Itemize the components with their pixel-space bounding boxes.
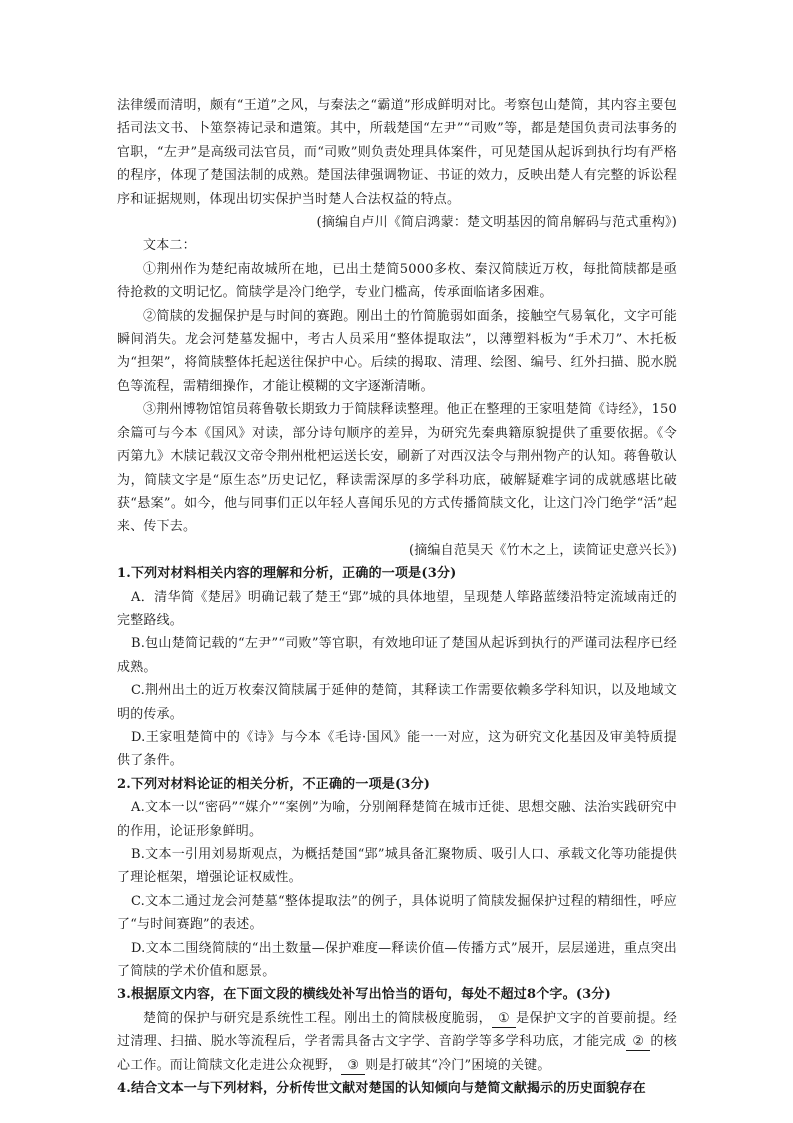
question-4-stem: 4.结合文本一与下列材料，分析传世文献对楚国的认知倾向与楚简文献揭示的历史面貌存在 — [117, 1081, 646, 1097]
text2-paragraph-1: ①荆州作为楚纪南故城所在地，已出土楚简5000多枚、秦汉简牍近万枚，每批简牍都是亟待抢救的文明记忆。简牍学是冷门绝学，专业门槛高，传承面临诸多困难。 — [117, 261, 677, 301]
blank-3: ③ — [341, 1058, 365, 1075]
source-citation-1: (摘编自卢川《简启鸿蒙：楚文明基因的简帛解码与范式重构》) — [316, 215, 677, 231]
question-3-stem: 3.根据原文内容，在下面文段的横线处补写出恰当的语句，每处不超过8个字。(3分) — [117, 987, 611, 1003]
passage-text-1: 楚简的保护与研究是系统性工程。刚出土的简牍极度脆弱， — [143, 1010, 493, 1026]
question-3-passage — [117, 1007, 677, 1077]
text2-paragraph-2: ②简牍的发掘保护是与时间的赛跑。刚出土的竹简脆弱如面条，接触空气易氧化，文字可能瞬间消失。龙会河楚墓发掘中，考古人员采用“整体提取法”，以薄塑料板为“手术刀”、木托板为“担架”，将简牍整体托起送往保护中心。后续的揭取、清理、绘图、编号、红外扫描、脱水脱色等流程，需精细操作，才能让模糊的文字逐渐清晰。 — [117, 308, 677, 394]
question-2-option-d: D.文本二围绕简牍的“出土数量—保护难度—释读价值—传播方式”展开，层层递进，重点突出了简牍的学术价值和愿景。 — [117, 940, 677, 980]
text1-tail-paragraph: 法律缓而清明，颇有“王道”之风，与秦法之“霸道”形成鲜明对比。考察包山楚简，其内容主要包括司法文书、卜筮祭祷记录和遣策。其中，所载楚国“左尹”“司败”等，都是楚国负责司法事务的官职，“左尹”是高级司法官员，而“司败”则负责处理具体案件，可见楚国从起诉到执行均有严格的程序，体现了楚国法制的成熟。楚国法律强调物证、书证的效力，反映出楚人有完整的诉讼程序和证据规则，体现出切实保护当时楚人合法权益的特点。 — [117, 98, 677, 207]
passage-text-4: 则是打破其“冷门”困境的关键。 — [365, 1057, 551, 1073]
question-2-option-b: B.文本一引用刘易斯观点，为概括楚国“郢”城具备汇聚物质、吸引人口、承载文化等功能提供了理论框架，增强论证权威性。 — [117, 847, 677, 886]
question-1-option-d: D.王家咀楚简中的《诗》与今本《毛诗·国风》能一一对应，这为研究文化基因及审美特质提供了条件。 — [117, 729, 677, 769]
blank-2: ② — [626, 1034, 650, 1051]
text2-heading: 文本二： — [143, 238, 196, 254]
page-content — [117, 94, 677, 1100]
question-2-option-c: C.文本二通过龙会河楚墓“整体提取法”的例子，具体说明了简牍发掘保护过程的精细性，呼应了“与时间赛跑”的表述。 — [117, 893, 677, 933]
question-2-option-a: A.文本一以“密码”“媒介”“案例”为喻，分别阐释楚简在城市迁徙、思想交融、法治实践研究中的作用，论证形象鲜明。 — [117, 800, 677, 839]
question-1-option-a: A．清华简《楚居》明确记载了楚王“郢”城的具体地望，呈现楚人筚路蓝缕沿特定流域南迁的完整路线。 — [117, 589, 677, 628]
blank-1: ① — [492, 1011, 516, 1028]
passage-text-2: 是保护文字的首要前提。经过清理、扫描、脱水等流程后，学者需具备古文字学、音韵学等多学科功底，才能完成 — [117, 1010, 678, 1050]
question-1-option-b: B.包山楚简记载的“左尹”“司败”等官职，有效地印证了楚国从起诉到执行的严谨司法程序已经成熟。 — [117, 636, 677, 675]
passage-text-3: 的核心工作。而让简牍文化走进公众视野， — [117, 1034, 677, 1073]
text2-paragraph-3: ③荆州博物馆馆员蒋鲁敬长期致力于简牍释读整理。他正在整理的王家咀楚简《诗经》，150余篇可与今本《国风》对读，部分诗句顺序的差异，为研究先秦典籍原貌提供了重要依据。《令丙第九》木牍记载汉文帝令荆州枇杷运送长安，刷新了对西汉法令与荆州物产的认知。蒋鲁敬认为，简牍文字是“原生态”历史记忆，释读需深厚的多学科功底，破解疑难字词的成就感堪比破获“悬案”。如今，他与同事们正以年轻人喜闻乐见的方式传播简牍文化，让这门冷门绝学“活”起来、传下去。 — [117, 402, 677, 535]
question-1-stem: 1.下列对材料相关内容的理解和分析，正确的一项是(3分) — [117, 566, 457, 582]
question-2-stem: 2.下列对材料论证的相关分析，不正确的一项是(3分) — [117, 776, 431, 792]
question-1-option-c: C.荆州出土的近万枚秦汉简牍属于延伸的楚简，其释读工作需要依赖多学科知识，以及地域文明的传承。 — [117, 683, 677, 722]
source-citation-2: (摘编自范昊天《竹木之上，读简证史意兴长》) — [408, 542, 677, 558]
